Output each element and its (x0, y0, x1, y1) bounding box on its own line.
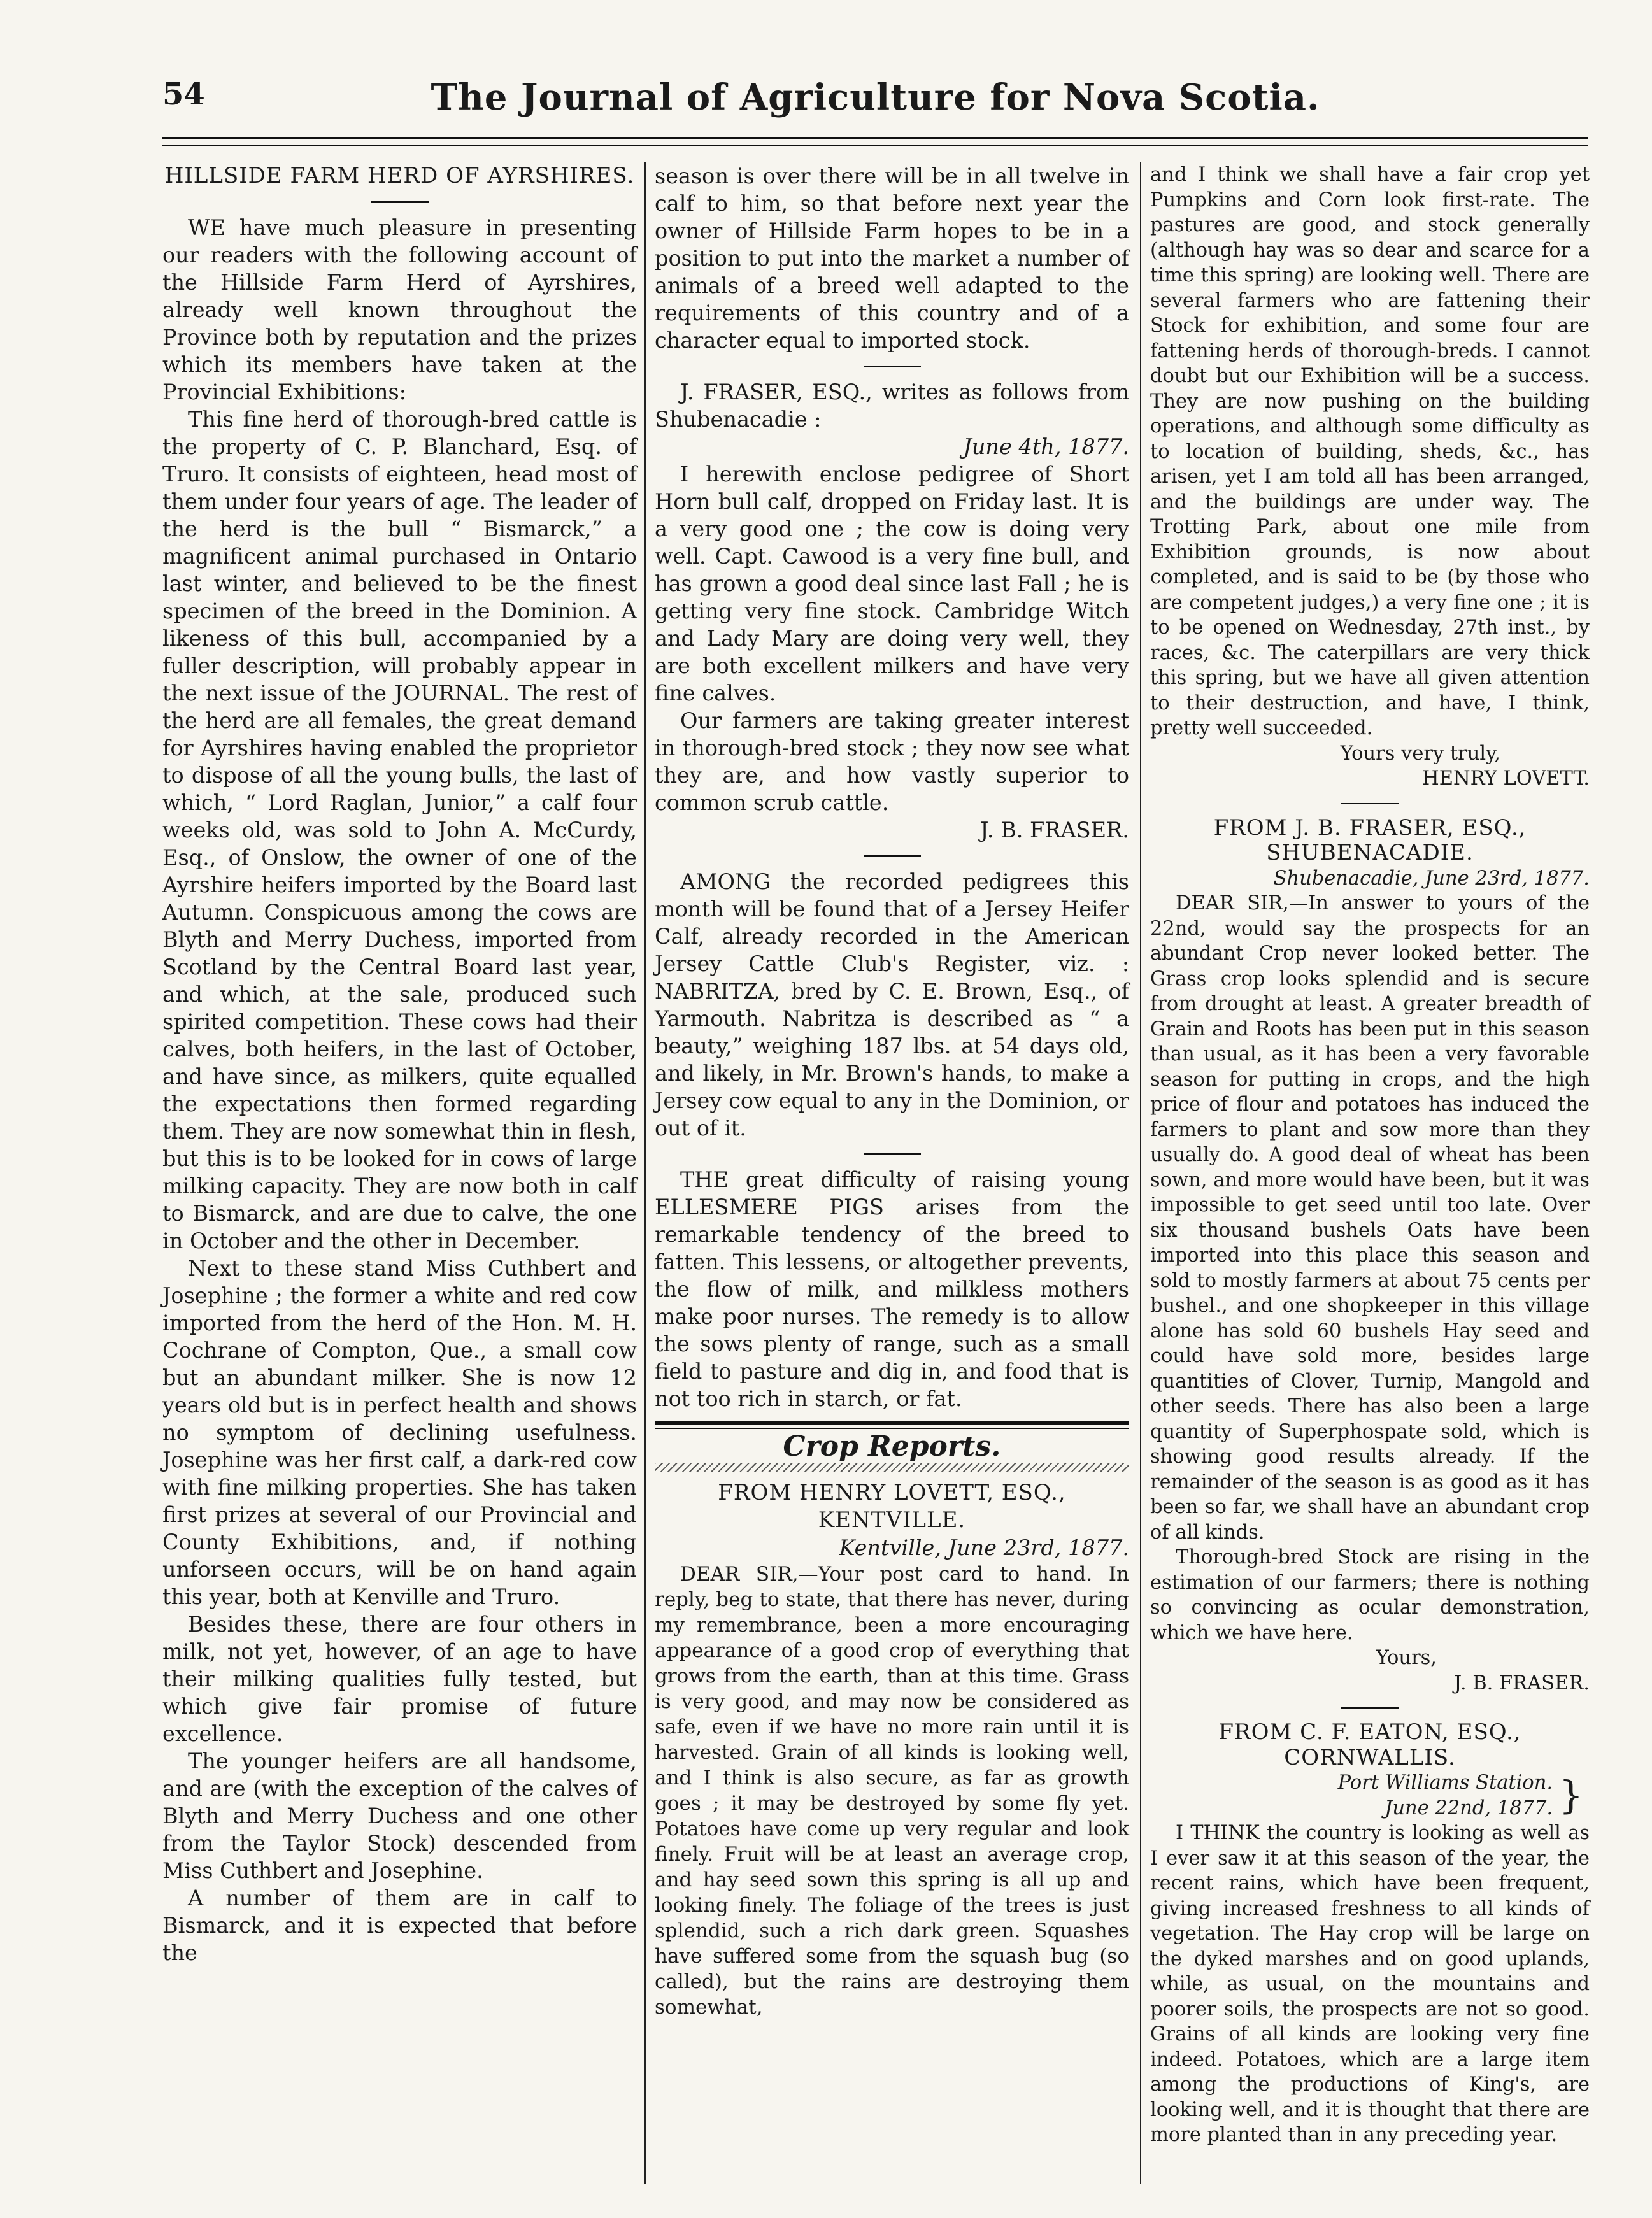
paragraph: A number of them are in calf to Bismarck, and it is expected that before the (162, 1886, 637, 1965)
short-rule (864, 855, 921, 857)
brace-icon: } (1558, 1773, 1583, 1818)
paragraph: The younger heifers are all handsome, and are (with the exception of the calves of Blyth and Merry Duchess and one other from the Taylor Stock) descended from Miss Cuthbert and Josephine. (162, 1749, 637, 1883)
paragraph: Thorough-bred Stock are rising in the estimation of our farmers; there is nothing so convincing as ocular demonstration, which we have here. (1150, 1546, 1590, 1644)
paragraph: DEAR SIR,—In answer to yours of the 22nd, would say the prospects for an abundant Crop never looked better. The Grass crop looks splendid and is secure from drought at least. A greater breadth of Grain and Roots has been put in this season than usual, as it has been a very favorable season for putting in crops, and the high price of flour and potatoes has induced the farmers to plant and sow more than they usually do. A good deal of wheat has been sown, and more would have been, but it was impossible to get seed until too late. Over six thousand bushels Oats have been imported into this place this season and sold to mostly farmers at about 75 cents per bushel., and one shopkeeper in this village alone has sold 60 bushels Hay seed and could have sold more, besides large quantities of Clover, Turnip, Mangold and other seeds. There has also been a large quantity of Superphospate sold, which is showing good results already. If the remainder of the season is as good as it has been so far, we shall have an abundant crop of all kinds. (1150, 892, 1590, 1544)
report-date: Shubenacadie, June 23rd, 1877. (1273, 867, 1590, 890)
short-rule (864, 366, 921, 367)
column-1 (162, 162, 637, 1966)
short-rule (864, 1153, 921, 1155)
signature: J. B. FRASER. (1453, 1672, 1590, 1695)
report-heading: CORNWALLIS. (1284, 1744, 1456, 1770)
header-rule (162, 137, 1588, 146)
paragraph: I THINK the country is looking as well as I ever saw it at this season of the year, the recent rains, which have been frequent, giving increased freshness to all kinds of vegetation. The Hay crop will be large on the dyked marshes and on good uplands, while, as usual, on the mountains and poorer soils, the prospects are not so good. Grains of all kinds are looking very fine indeed. Potatoes, which are a large item among the productions of King's, are looking well, and it is thought that there are more planted than in any preceding year. (1150, 1822, 1590, 2146)
report-date-block (1150, 1770, 1583, 1821)
section-title: Crop Reports. (783, 1430, 1001, 1463)
paragraph: Our farmers are taking greater interest in thorough-bred stock ; they now see what they are, and how vastly superior to common scrub cattle. (655, 708, 1129, 815)
column-divider (1140, 162, 1141, 2184)
short-rule (1341, 803, 1399, 804)
journal-title: The Journal of Agriculture for Nova Scotia. (431, 76, 1320, 118)
article-title: HILLSIDE FARM HERD OF AYRSHIRES. (164, 163, 635, 188)
report-heading: FROM C. F. EATON, ESQ., (1218, 1719, 1521, 1745)
closing: Yours very truly, (1340, 742, 1500, 765)
paragraph: season is over there will be in all twelve in calf to him, so that before next year the owner of Hillside Farm hopes to be in a position to put into the market a number of animals of a breed well adapted to the requirements of this country and of a character equal to imported stock. (655, 164, 1129, 353)
paragraph: Besides these, there are four others in milk, not yet, however, of an age to have their milking qualities fully tested, but which give fair promise of future excellence. (162, 1612, 637, 1746)
column-2 (655, 162, 1129, 2020)
report-date: June 22nd, 1877. (1385, 1796, 1553, 1819)
signature: J. B. FRASER. (980, 818, 1129, 842)
page-number: 54 (162, 76, 205, 112)
report-heading: FROM HENRY LOVETT, ESQ., (718, 1480, 1066, 1505)
report-date: Kentville, June 23rd, 1877. (839, 1535, 1129, 1560)
short-rule (371, 201, 429, 203)
paragraph: DEAR SIR,—Your post card to hand. In reply, beg to state, that there has never, during my remembrance, been a more encouraging appearance of a good crop of everything that grows from the earth, than at this time. Grass is very good, and may now be considered as safe, even if we have no more rain until it is harvested. Grain of all kinds is looking well, and I think is also secure, as far as growth goes ; it may be destroyed by some fly yet. Potatoes have come up very regular and look finely. Fruit will be at least an average crop, and hay seed sown this spring is all up and looking finely. The foliage of the trees is just splendid, such a rich dark green. Squashes have suffered some from the squash bug (so called), but the rains are destroying them somewhat, (655, 1563, 1129, 2019)
paragraph: Next to these stand Miss Cuthbert and Josephine ; the former a white and red cow imported from the herd of the Hon. M. H. Cochrane of Compton, Que., a small cow but an abundant milker. She is now 12 years old but is in perfect health and shows no symptom of declining usefulness. Josephine was her first calf, a dark-red cow with fine milking properties. She has taken first prizes at several of our Provincial and County Exhibitions, and, if nothing unforseen occurs, will be on hand again this year, both at Kenville and Truro. (162, 1256, 637, 1609)
paragraph: and I think we shall have a fair crop yet Pumpkins and Corn look first-rate. The pastures are good, and stock generally (although hay was so dear and scarce for a time this spring) are looking well. There are several farmers who are fattening their Stock for exhibition, and some four are fattening herds of thorough-breds. I cannot doubt but our Exhibition will be a success. They are now pushing on the building operations, and although some difficulty as to location of building, sheds, &c., has arisen, yet I am told all has been arranged, and the buildings are under way. The Trotting Park, about one mile from Exhibition grounds, is now about completed, and is said to be (by those who are competent judges,) a very fine one ; it is to be opened on Wednesday, 27th inst., by races, &c. The caterpillars are very thick this spring, but we have all given attention to their destruction, and have, I think, pretty well succeeded. (1150, 164, 1590, 739)
section-rule (655, 1421, 1129, 1429)
report-heading: FROM J. B. FRASER, ESQ., (1213, 814, 1527, 841)
page-header (162, 76, 1588, 121)
column-divider (644, 162, 646, 2184)
paragraph: AMONG the recorded pedigrees this month will be found that of a Jersey Heifer Calf, already recorded in the American Jersey Cattle Club's Register, viz. : NABRITZA, bred by C. E. Brown, Esq., of Yarmouth. Nabritza is described as “ a beauty,” weighing 187 lbs. at 54 days old, and likely, in Mr. Brown's hands, to make a Jersey cow equal to any in the Dominion, or out of it. (655, 869, 1129, 1141)
paragraph: WE have much pleasure in presenting our readers with the following account of the Hillside Farm Herd of Ayrshires, already well known throughout the Province both by reputation and the prizes which its members have taken at the Provincial Exhibitions: (162, 215, 637, 404)
wavy-rule (655, 1463, 1129, 1472)
letter-intro: J. FRASER, ESQ., writes as follows from Shubenacadie : (655, 380, 1129, 432)
column-3 (1150, 162, 1590, 2148)
letter-date: June 4th, 1877. (963, 434, 1129, 459)
closing: Yours, (1376, 1647, 1437, 1669)
report-date: Port Williams Station. (1337, 1772, 1553, 1794)
short-rule (1341, 1707, 1399, 1709)
report-heading: SHUBENACADIE. (1266, 840, 1474, 865)
paragraph: THE great difficulty of raising young ELLESMERE PIGS arises from the remarkable tendency of the breed to fatten. This lessens, or altogether prevents, the flow of milk, and milkless mothers make poor nurses. The remedy is to allow the sows plenty of range, such as a small field to pasture and dig in, and food that is not too rich in starch, or fat. (655, 1167, 1129, 1411)
paragraph: I herewith enclose pedigree of Short Horn bull calf, dropped on Friday last. It is a very good one ; the cow is doing very well. Capt. Cawood is a very fine bull, and has grown a good deal since last Fall ; he is getting very fine stock. Cambridge Witch and Lady Mary are doing very well, they are both excellent milkers and have very fine calves. (655, 462, 1129, 706)
signature: HENRY LOVETT. (1422, 767, 1590, 790)
report-heading: KENTVILLE. (818, 1507, 966, 1533)
paragraph: This fine herd of thorough-bred cattle is the property of C. P. Blanchard, Esq. of Truro. It consists of eighteen, head most of them under four years of age. The leader of the herd is the bull “ Bismarck,” a magnificent animal purchased in Ontario last winter, and believed to be the finest specimen of the breed in the Dominion. A likeness of this bull, accompanied by a fuller description, will probably appear in the next issue of the JOURNAL. The rest of the herd are all females, the great demand for Ayrshires having enabled the proprietor to dispose of all the young bulls, the last of which, “ Lord Raglan, Junior,” a calf four weeks old, was sold to John A. McCurdy, Esq., of Onslow, the owner of one of the Ayrshire heifers imported by the Board last Autumn. Conspicuous among the cows are Blyth and Merry Duchess, imported from Scotland by the Central Board last year, and which, at the sale, produced such spirited competition. These cows had their calves, both heifers, in the last of October, and have since, as milkers, quite equalled the expectations then formed regarding them. They are now somewhat thin in flesh, but this is to be looked for in cows of large milking capacity. They are now both in calf to Bismarck, and are due to calve, the one in October and the other in December. (162, 407, 637, 1253)
